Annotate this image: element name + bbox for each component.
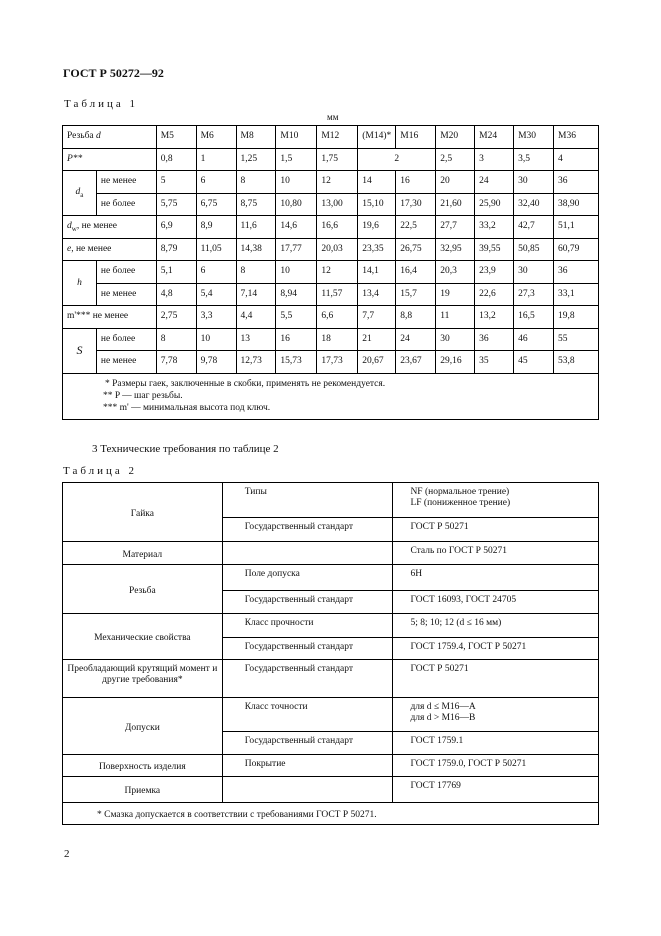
cell: 1,75 — [317, 148, 358, 171]
cell: 8 — [156, 328, 196, 351]
cell: 12,73 — [236, 351, 276, 374]
row-label: m'*** не менее — [63, 306, 157, 329]
table-notes — [63, 373, 599, 419]
req-value: 5; 8; 10; 12 (d ≤ 16 мм) — [393, 614, 599, 638]
req-param: Государственный стандарт — [222, 638, 393, 660]
cell: 1,5 — [276, 148, 317, 171]
req-value: Сталь по ГОСТ Р 50271 — [393, 542, 599, 565]
size-cell: M12 — [317, 126, 358, 149]
cell: 8,79 — [156, 238, 196, 261]
cell: 11,05 — [196, 238, 236, 261]
req-value: NF (нормальное трение) LF (пониженное трение) — [393, 483, 599, 518]
cell: 13,2 — [475, 306, 514, 329]
cell: 10,80 — [276, 193, 317, 216]
table-row — [63, 614, 599, 638]
sub-label: не более — [96, 261, 156, 284]
cell: 2,75 — [156, 306, 196, 329]
thread-header: Резьба d — [63, 126, 157, 149]
cell: 7,14 — [236, 283, 276, 306]
size-cell: M24 — [475, 126, 514, 149]
size-cell: M6 — [196, 126, 236, 149]
cell: 26,75 — [396, 238, 436, 261]
cell: 60,79 — [554, 238, 599, 261]
requirements-table — [62, 482, 599, 825]
sub-label: не более — [96, 193, 156, 216]
row-label: $d_w$, не менее — [63, 216, 157, 239]
size-cell: M5 — [156, 126, 196, 149]
cell: 36 — [475, 328, 514, 351]
cell: 11,6 — [236, 216, 276, 239]
table-row — [63, 283, 599, 306]
cell: 50,85 — [514, 238, 554, 261]
table-note: * Смазка допускается в соответствии с требованиями ГОСТ Р 50271. — [63, 803, 599, 825]
cell: 1,25 — [236, 148, 276, 171]
cell: 12 — [317, 261, 358, 284]
cell: 5,75 — [156, 193, 196, 216]
cell: 29,16 — [436, 351, 475, 374]
cell: 2,5 — [436, 148, 475, 171]
cell: 6 — [196, 261, 236, 284]
cell: 21,60 — [436, 193, 475, 216]
cell: 22,6 — [475, 283, 514, 306]
cell: 27,7 — [436, 216, 475, 239]
cell: 16,6 — [317, 216, 358, 239]
cell: 14,6 — [276, 216, 317, 239]
cell: 8,8 — [396, 306, 436, 329]
cell: 20,67 — [358, 351, 396, 374]
table-row — [63, 261, 599, 284]
cell: 33,2 — [475, 216, 514, 239]
dimensions-table — [62, 125, 599, 420]
cell: 51,1 — [554, 216, 599, 239]
cell: 20,03 — [317, 238, 358, 261]
cell: 8 — [236, 261, 276, 284]
cell: 24 — [475, 171, 514, 194]
cell: 33,1 — [554, 283, 599, 306]
req-name: Материал — [63, 542, 223, 565]
cell: 8,75 — [236, 193, 276, 216]
table-row — [63, 660, 599, 698]
cell: 23,35 — [358, 238, 396, 261]
cell: 19,8 — [554, 306, 599, 329]
sub-label: не менее — [96, 171, 156, 194]
row-label: e, не менее — [63, 238, 157, 261]
req-param: Класс прочности — [222, 614, 393, 638]
cell: 5,4 — [196, 283, 236, 306]
cell: 45 — [514, 351, 554, 374]
cell: 15,10 — [358, 193, 396, 216]
cell: 14,38 — [236, 238, 276, 261]
table-row — [63, 777, 599, 803]
cell: 23,9 — [475, 261, 514, 284]
req-value: ГОСТ Р 50271 — [393, 518, 599, 542]
cell: 8 — [236, 171, 276, 194]
sub-label: не менее — [96, 351, 156, 374]
req-param: Государственный стандарт — [222, 660, 393, 698]
cell: 14,1 — [358, 261, 396, 284]
table-row — [63, 216, 599, 239]
cell: 3,3 — [196, 306, 236, 329]
cell: 10 — [276, 171, 317, 194]
cell: 11 — [436, 306, 475, 329]
size-cell: M30 — [514, 126, 554, 149]
req-name: Резьба — [63, 565, 223, 614]
table-row — [63, 238, 599, 261]
req-param: Покрытие — [222, 755, 393, 777]
cell: 53,8 — [554, 351, 599, 374]
req-name: Механические свойства — [63, 614, 223, 660]
cell: 18 — [317, 328, 358, 351]
table1-unit: мм — [327, 112, 339, 122]
cell: 36 — [554, 261, 599, 284]
cell: 30 — [514, 171, 554, 194]
cell: 27,3 — [514, 283, 554, 306]
page-number: 2 — [64, 848, 70, 860]
req-param: Типы — [222, 483, 393, 518]
req-param — [222, 542, 393, 565]
req-value: ГОСТ Р 50271 — [393, 660, 599, 698]
cell: 11,57 — [317, 283, 358, 306]
table2-caption: Таблица 2 — [63, 465, 138, 477]
cell: 15,73 — [276, 351, 317, 374]
req-name: Преобладающий крутящий момент и другие требования* — [63, 660, 223, 698]
req-value: ГОСТ 16093, ГОСТ 24705 — [393, 591, 599, 614]
cell: 39,55 — [475, 238, 514, 261]
cell: 32,40 — [514, 193, 554, 216]
cell: 16 — [276, 328, 317, 351]
cell: 19,6 — [358, 216, 396, 239]
req-name: Поверхность изделия — [63, 755, 223, 777]
cell: 8,94 — [276, 283, 317, 306]
size-cell: M36 — [554, 126, 599, 149]
table-row — [63, 483, 599, 518]
cell: 6 — [196, 171, 236, 194]
req-param: Класс точности — [222, 698, 393, 732]
row-label: P** — [63, 148, 157, 171]
size-cell: M16 — [396, 126, 436, 149]
cell: 6,9 — [156, 216, 196, 239]
cell: 20 — [436, 171, 475, 194]
table-row — [63, 328, 599, 351]
size-cell: M8 — [236, 126, 276, 149]
cell: 7,78 — [156, 351, 196, 374]
cell: 20,3 — [436, 261, 475, 284]
cell: 17,73 — [317, 351, 358, 374]
cell: 30 — [436, 328, 475, 351]
sub-label: не менее — [96, 283, 156, 306]
cell: 6,75 — [196, 193, 236, 216]
cell: 0,8 — [156, 148, 196, 171]
cell: 17,30 — [396, 193, 436, 216]
sub-label: не более — [96, 328, 156, 351]
table-row — [63, 542, 599, 565]
req-param: Государственный стандарт — [222, 518, 393, 542]
req-value: ГОСТ 17769 — [393, 777, 599, 803]
cell: 17,77 — [276, 238, 317, 261]
table-row — [63, 351, 599, 374]
row-label: h — [63, 261, 97, 306]
req-value: для d ≤ M16—A для d > M16—B — [393, 698, 599, 732]
req-value: ГОСТ 1759.1 — [393, 732, 599, 755]
cell: 4,4 — [236, 306, 276, 329]
cell: 8,9 — [196, 216, 236, 239]
table-row — [63, 565, 599, 591]
table-row — [63, 171, 599, 194]
row-label: S — [63, 328, 97, 373]
cell: 3,5 — [514, 148, 554, 171]
table-row — [63, 148, 599, 171]
table-row — [63, 755, 599, 777]
cell: 5,5 — [276, 306, 317, 329]
cell: 19 — [436, 283, 475, 306]
cell: 4 — [554, 148, 599, 171]
cell: 10 — [276, 261, 317, 284]
row-label: $d_a$ — [63, 171, 97, 216]
req-name: Гайка — [63, 483, 223, 542]
cell: 5 — [156, 171, 196, 194]
cell: 1 — [196, 148, 236, 171]
note-3: *** m' — минимальная высота под ключ. — [103, 403, 271, 414]
req-value: ГОСТ 1759.4, ГОСТ Р 50271 — [393, 638, 599, 660]
req-value: 6H — [393, 565, 599, 591]
cell: 12 — [317, 171, 358, 194]
cell: 35 — [475, 351, 514, 374]
cell: 38,90 — [554, 193, 599, 216]
cell: 16,4 — [396, 261, 436, 284]
cell: 24 — [396, 328, 436, 351]
req-name: Допуски — [63, 698, 223, 755]
cell: 42,7 — [514, 216, 554, 239]
size-cell: M20 — [436, 126, 475, 149]
cell: 9,78 — [196, 351, 236, 374]
cell: 30 — [514, 261, 554, 284]
cell: 14 — [358, 171, 396, 194]
req-param: Государственный стандарт — [222, 732, 393, 755]
table-notes-row — [63, 803, 599, 825]
cell: 32,95 — [436, 238, 475, 261]
cell: 13,4 — [358, 283, 396, 306]
req-param: Государственный стандарт — [222, 591, 393, 614]
table-row — [63, 698, 599, 732]
table-row — [63, 126, 599, 149]
document-header: ГОСТ Р 50272—92 — [63, 66, 164, 80]
cell: 6,6 — [317, 306, 358, 329]
cell: 15,7 — [396, 283, 436, 306]
cell: 21 — [358, 328, 396, 351]
cell: 5,1 — [156, 261, 196, 284]
cell: 13,00 — [317, 193, 358, 216]
cell: 36 — [554, 171, 599, 194]
cell: 2 — [358, 148, 436, 171]
table-row — [63, 193, 599, 216]
cell: 7,7 — [358, 306, 396, 329]
cell: 22,5 — [396, 216, 436, 239]
section-title: 3 Технические требования по таблице 2 — [92, 443, 279, 455]
cell: 55 — [554, 328, 599, 351]
cell: 46 — [514, 328, 554, 351]
cell: 23,67 — [396, 351, 436, 374]
cell: 10 — [196, 328, 236, 351]
table-notes-row — [63, 373, 599, 419]
size-cell: M10 — [276, 126, 317, 149]
req-param — [222, 777, 393, 803]
cell: 13 — [236, 328, 276, 351]
note-2: ** P — шаг резьбы. — [103, 390, 183, 401]
cell: 16,5 — [514, 306, 554, 329]
req-name: Приемка — [63, 777, 223, 803]
cell: 4,8 — [156, 283, 196, 306]
note-1: * Размеры гаек, заключенные в скобки, применять не рекомендуется. — [105, 378, 386, 389]
size-cell: (M14)* — [358, 126, 396, 149]
table-row — [63, 306, 599, 329]
cell: 3 — [475, 148, 514, 171]
cell: 25,90 — [475, 193, 514, 216]
req-value: ГОСТ 1759.0, ГОСТ Р 50271 — [393, 755, 599, 777]
table1-caption: Таблица 1 — [64, 98, 139, 110]
req-param: Поле допуска — [222, 565, 393, 591]
cell: 16 — [396, 171, 436, 194]
